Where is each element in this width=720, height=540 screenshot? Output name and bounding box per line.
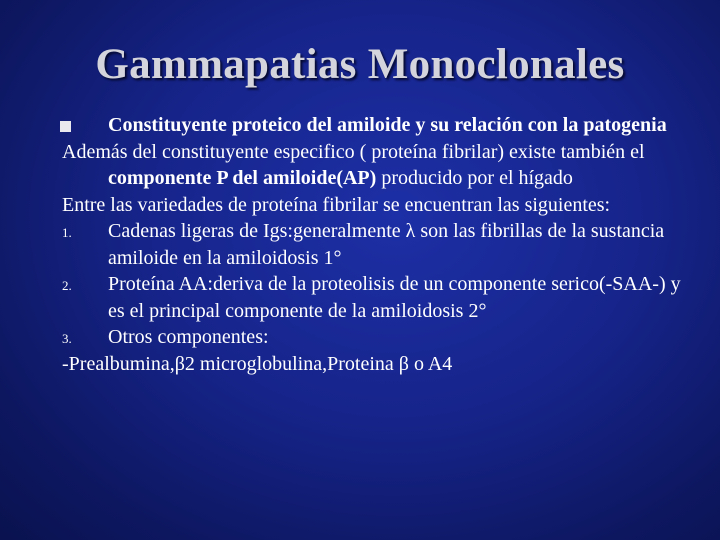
- list-item-text: Proteína AA:deriva de la proteolisis de un componente serico(-SAA-) y es el principal componente de la amiloidosis 2°: [108, 273, 681, 322]
- list-number: 2.: [62, 278, 72, 293]
- slide-body: [62, 112, 702, 377]
- list-item-text: Cadenas ligeras de Igs:generalmente λ son las fibrillas de la sustancia amiloide en la amiloidosis 1°: [108, 220, 665, 269]
- list-item: [62, 218, 702, 271]
- paragraph-ap-post: producido por el hígado: [376, 167, 573, 189]
- list-item: [62, 271, 702, 324]
- list-item: [62, 324, 702, 351]
- list-number: 3.: [62, 331, 72, 346]
- paragraph-ap-bold: componente P del amiloide(AP): [108, 167, 377, 189]
- square-bullet-icon: [60, 121, 71, 132]
- list-number: 1.: [62, 225, 72, 240]
- bullet-heading-text: Constituyente proteico del amiloide y su relación con la patogenia: [108, 114, 667, 136]
- list-item-text: Otros componentes:: [108, 326, 269, 348]
- bullet-heading: [62, 112, 702, 139]
- final-line: -Prealbumina,β2 microglobulina,Proteina β o A4: [62, 352, 453, 375]
- paragraph-variedades: [62, 192, 702, 219]
- paragraph-ap: [62, 139, 702, 192]
- slide-title: Gammapatias Monoclonales: [95, 41, 625, 88]
- paragraph-ap-pre: Además del constituyente especifico ( proteína fibrilar) existe también el: [62, 140, 645, 163]
- paragraph-variedades-text: Entre las variedades de proteína fibrilar se encuentran las siguientes:: [62, 193, 611, 216]
